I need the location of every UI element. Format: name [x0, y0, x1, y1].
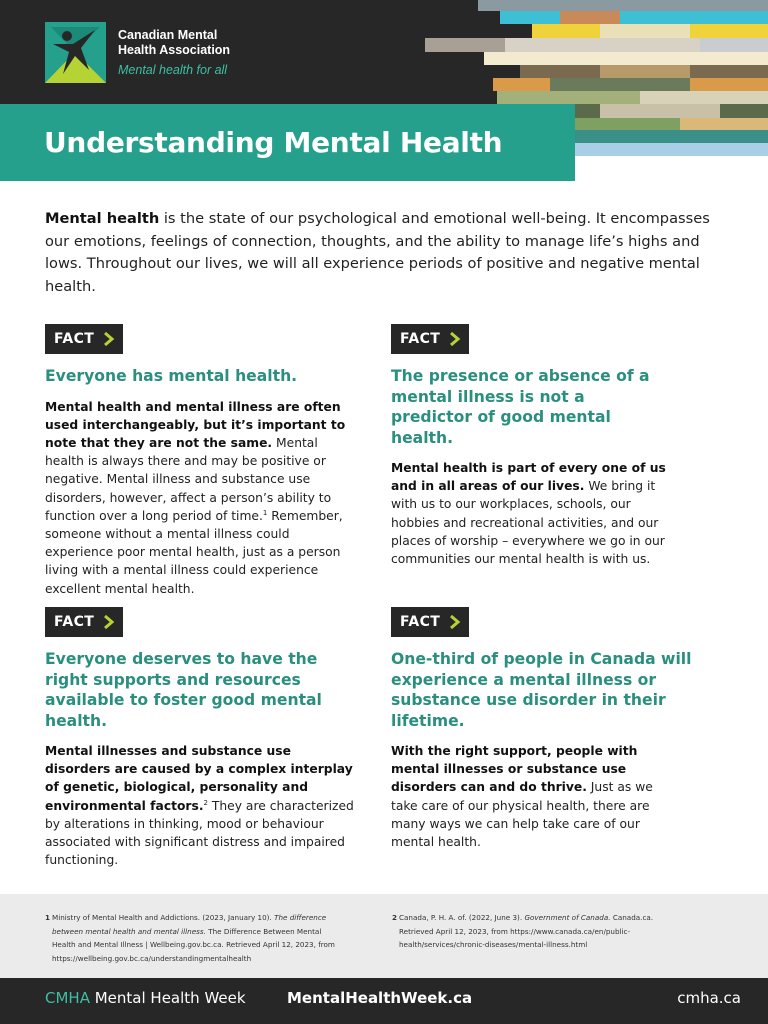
- fact-tag-label: FACT: [54, 331, 95, 347]
- header-bar: [0, 0, 768, 104]
- chevron-right-icon: [447, 332, 461, 346]
- fact-tag: [45, 324, 123, 354]
- footnote-rest[interactable]: Canada.ca. Retrieved April 12, 2023, from https://www.canada.ca/en/public-health/services/chronic-diseases/mental-illness.html: [399, 913, 654, 950]
- footnote-number: 1: [45, 913, 51, 922]
- org-name: [118, 28, 288, 58]
- fact-body: [391, 742, 676, 851]
- footnote-2: [392, 911, 689, 952]
- fact-tag: [45, 607, 123, 637]
- footnote-ref: 2: [203, 798, 208, 807]
- intro-paragraph: [45, 208, 725, 298]
- footnote-italic: Government of Canada.: [524, 913, 611, 922]
- fact-block-1: [45, 324, 355, 598]
- org-name-line1: Canadian Mental: [118, 28, 218, 42]
- footnote-rest[interactable]: The Difference Between Mental Health and Mental Illness | Wellbeing.gov.bc.ca. Retrieved April 12, 2023, from https://wellbeing.gov.bc.ca/understandingmentalhealth: [52, 926, 335, 963]
- footnote-italic: The difference between mental health and mental illness.: [52, 913, 327, 936]
- footnote-text: Ministry of Mental Health and Addictions. (2023, January 10).: [52, 913, 272, 922]
- fact-tag-label: FACT: [400, 614, 441, 630]
- event-website-link[interactable]: MentalHealthWeek.ca: [287, 989, 473, 1007]
- footnote-text: Canada, P. H. A. of. (2022, June 3).: [399, 913, 525, 922]
- event-cmha: CMHA: [45, 989, 90, 1007]
- fact-heading: One-third of people in Canada will experience a mental illness or substance use disorder in their lifetime.: [391, 650, 692, 730]
- fact-body-text-2: They are characterized by alterations in thinking, mood or behaviour associated with significant distress and impaired functioning.: [45, 798, 354, 868]
- page-title: Understanding Mental Health: [44, 126, 503, 159]
- fact-body-text: Mental health is always there and may be positive or negative. Mental illness and substance use disorders, however, affect a person’s ability to function over a long period of time.: [45, 435, 332, 523]
- fact-heading: Everyone has mental health.: [45, 367, 298, 385]
- fact-heading: Everyone deserves to have the right supports and resources available to foster good mental health.: [45, 650, 322, 730]
- footnote-1: [45, 911, 344, 965]
- fact-body: [45, 742, 355, 869]
- org-website-link[interactable]: cmha.ca: [677, 989, 741, 1007]
- fact-tag: [391, 607, 469, 637]
- title-band: [0, 104, 575, 181]
- fact-body-text-2: Remember, someone without a mental illness could experience poor mental health, just as a person living with a mental illness could experience excellent mental health.: [45, 508, 343, 596]
- fact-body-text: Just as we take care of our physical health, there are many ways we can help take care of our mental health.: [391, 780, 653, 850]
- fact-tag-label: FACT: [54, 614, 95, 630]
- event-title: Mental Health Week: [89, 989, 246, 1007]
- fact-block-2: [391, 324, 681, 568]
- fact-block-3: [45, 607, 355, 869]
- fact-body-bold: Mental health and mental illness are often used interchangeably, but it’s important to note that they are not the same.: [45, 399, 346, 450]
- footnote-ref: 1: [262, 508, 268, 517]
- fact-body-text: We bring it with us to our workplaces, schools, our hobbies and recreational activities, and our places of worship – everywhere we go in our communities our mental health is with us.: [391, 479, 665, 567]
- intro-text: is the state of our psychological and emotional well-being. It encompasses our emotions, feelings of connection, thoughts, and the ability to manage life’s highs and lows. Throughout our lives, we will all experience periods of positive and negative mental health.: [45, 210, 710, 295]
- fact-tag-label: FACT: [400, 331, 441, 347]
- event-name: [45, 989, 246, 1007]
- fact-body-bold: Mental illnesses and substance use disorders are caused by a complex interplay of genetic, biological, personality and environmental factors.: [45, 744, 353, 813]
- chevron-right-icon: [447, 615, 461, 629]
- footnote-number: 2: [392, 913, 398, 922]
- fact-body: [45, 398, 355, 598]
- fact-body-bold: With the right support, people with mental illnesses or substance use disorders can and do thrive.: [391, 744, 638, 795]
- intro-bold: Mental health: [45, 210, 160, 227]
- org-name-line2: Health Association: [118, 43, 231, 57]
- chevron-right-icon: [101, 332, 115, 346]
- chevron-right-icon: [101, 615, 115, 629]
- cmha-logo-icon[interactable]: [45, 22, 106, 83]
- fact-heading: The presence or absence of a mental illness is not a predictor of good mental health.: [391, 367, 650, 447]
- fact-body: [391, 459, 671, 568]
- fact-body-bold: Mental health is part of every one of us and in all areas of our lives.: [391, 461, 666, 494]
- org-tagline: Mental health for all: [118, 63, 228, 77]
- fact-block-4: [391, 607, 726, 851]
- footer-bar: [0, 978, 768, 1024]
- fact-tag: [391, 324, 469, 354]
- footnotes-section: [0, 894, 768, 978]
